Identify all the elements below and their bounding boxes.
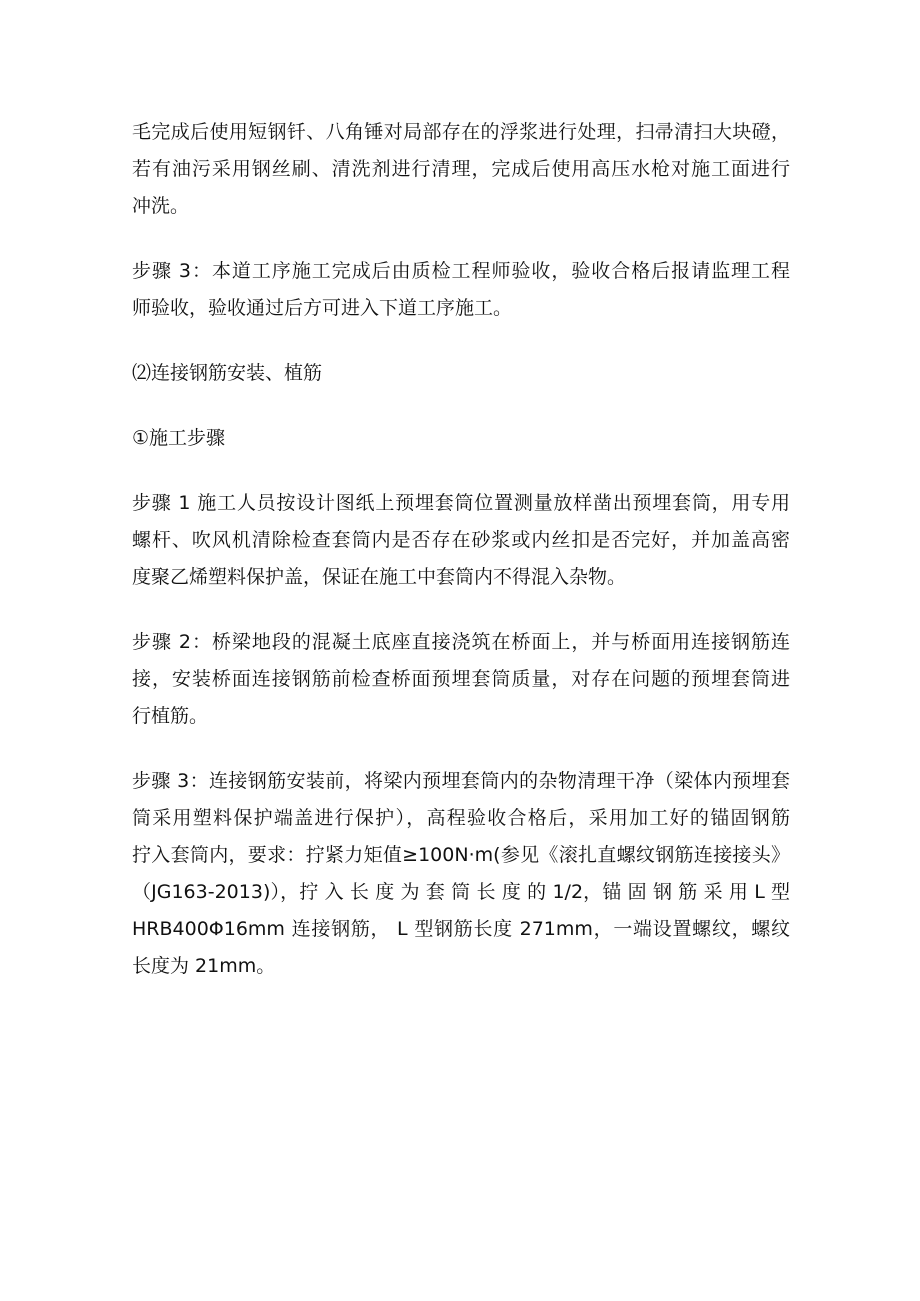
- text-line: 拧入套筒内，要求：拧紧力矩值≥100N·m(参见《滚扎直螺纹钢筋连接接头》: [132, 844, 790, 866]
- text-line: 步骤 2：桥梁地段的混凝土底座直接浇筑在桥面上，并与桥面用连接钢筋连: [132, 631, 790, 653]
- text-line: 度聚乙烯塑料保护盖，保证在施工中套筒内不得混入杂物。: [132, 566, 627, 588]
- text-line: HRB400Φ16mm 连接钢筋， L 型钢筋长度 271mm，一端设置螺纹，螺纹: [132, 918, 790, 940]
- document-body: [132, 114, 790, 1013]
- text-line: 师验收，验收通过后方可进入下道工序施工。: [132, 297, 513, 319]
- text-line: 冲洗。: [132, 195, 190, 217]
- text-line: 筒采用塑料保护端盖进行保护），高程验收合格后，采用加工好的锚固钢筋: [132, 807, 790, 829]
- paragraph-step-2: [132, 624, 790, 735]
- text-line: 行植筋。: [132, 705, 209, 727]
- text-line: 螺杆、吹风机清除检查套筒内是否存在砂浆或内丝扣是否完好，并加盖高密: [132, 529, 790, 551]
- text-line: 步骤 3：连接钢筋安装前，将梁内预埋套筒内的杂物清理干净（梁体内预埋套: [132, 770, 790, 792]
- subsection-heading-construction-steps: [132, 420, 790, 457]
- paragraph-surface-treatment: [132, 114, 790, 225]
- paragraph-step-1: [132, 485, 790, 596]
- text-line: 长度为 21mm。: [132, 955, 276, 977]
- paragraph-step-3-rebar: [132, 763, 790, 985]
- text-line: 毛完成后使用短钢钎、八角锤对局部存在的浮浆进行处理，扫帚清扫大块磴，: [132, 121, 790, 143]
- section-heading-rebar-installation: [132, 355, 790, 392]
- text-line: 步骤 1 施工人员按设计图纸上预埋套筒位置测量放样凿出预埋套筒，用专用: [132, 492, 790, 514]
- paragraph-step-3-inspection: [132, 253, 790, 327]
- text-line: 步骤 3：本道工序施工完成后由质检工程师验收，验收合格后报请监理工程: [132, 260, 790, 282]
- text-line: 接，安装桥面连接钢筋前检查桥面预埋套筒质量，对存在问题的预埋套筒进: [132, 668, 790, 690]
- text-line: ①施工步骤: [132, 427, 226, 449]
- text-line: 若有油污采用钢丝刷、清洗剂进行清理，完成后使用高压水枪对施工面进行: [132, 158, 790, 180]
- text-line: （JG163-2013)），拧 入 长 度 为 套 筒 长 度 的 1/2，锚 固 钢 筋 采 用 L 型: [132, 881, 790, 903]
- text-line: ⑵连接钢筋安装、植筋: [132, 362, 323, 384]
